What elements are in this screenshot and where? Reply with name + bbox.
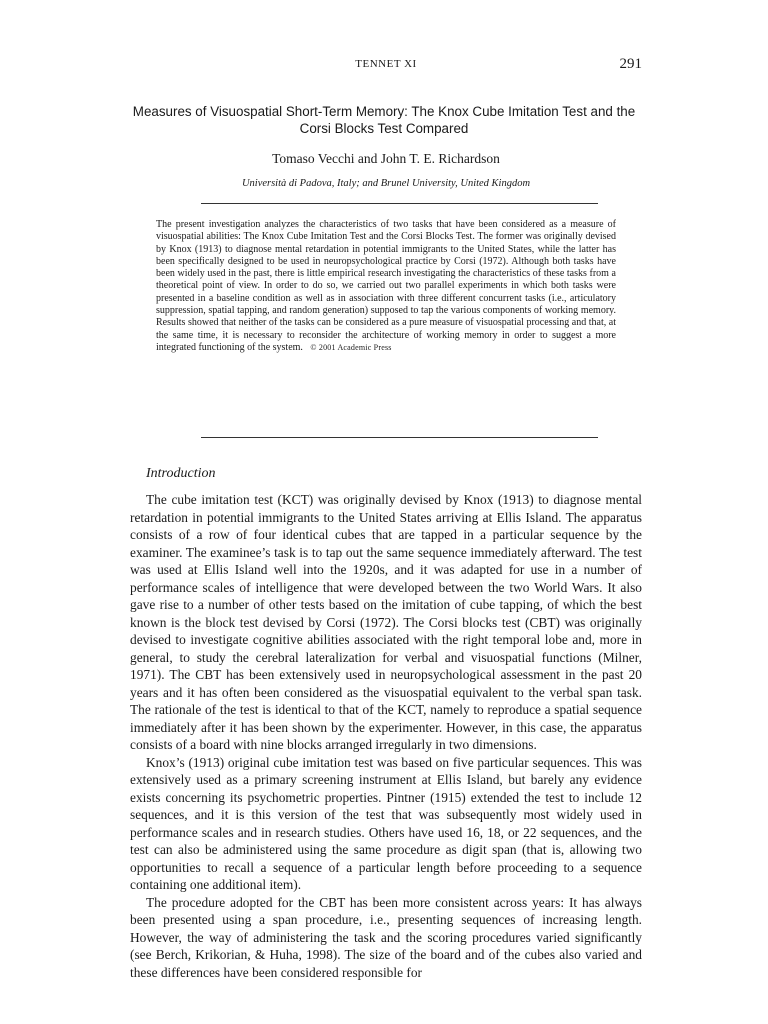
journal-name: TENNET XI [355, 58, 417, 70]
page-number: 291 [619, 56, 642, 72]
body-paragraph: The cube imitation test (KCT) was originally devised by Knox (1913) to diagnose mental retardation in potential immigrants to the United States arriving at Ellis Island. The apparatus consists of a row of four identical cubes that are tapped in a particular sequence by the examiner. The examinee’s task is to tap out the same sequence immediately afterward. The test was used at Ellis Island well into the 1920s, and it was adapted for use in a number of performance scales of intelligence that were developed between the two World Wars. It also gave rise to a number of other tests based on the imitation of cube tapping, of which the best known is the block test devised by Corsi (1972). The Corsi blocks test (CBT) was originally devised to investigate cognitive abilities associated with the right temporal lobe and, more in general, to study the cerebral lateralization for verbal and visuospatial functions (Milner, 1971). The CBT has been extensively used in neuropsychological assessment in the past 20 years and it has often been considered as the visuospatial equivalent to the verbal span task. The rationale of the test is identical to that of the KCT, namely to reproduce a spatial sequence immediately after it has been shown by the experimenter. However, in this case, the apparatus consists of a board with nine blocks arranged irregularly in two dimensions. [130, 492, 642, 752]
article-authors: Tomaso Vecchi and John T. E. Richardson [272, 151, 500, 166]
abstract-text: The present investigation analyzes the characteristics of two tasks that have been considered as a measure of visuospatial abilities: The Knox Cube Imitation Test and the Corsi Blocks Test. The former was originally devised by Knox (1913) to diagnose mental retardation in potential immigrants to the United States, while the latter has been specifically designed to be used in neuropsychological practice by Corsi (1972). Although both tasks have been widely used in the past, there is little empirical research investigating the characteristics of these tasks from a theoretical point of view. In order to do so, we carried out two parallel experiments in which both tasks were presented in a baseline condition as well as in association with three different concurrent tasks (i.e., articulatory suppression, spatial tapping, and random generation) supposed to tap the various components of working memory. Results showed that neither of the tasks can be considered as a pure measure of visuospatial processing and that, at the same time, it is necessary to reconsider the architecture of working memory in order to suggest a more integrated functioning of the system. [156, 219, 616, 353]
body-paragraph: The procedure adopted for the CBT has been more consistent across years: It has always been presented using a span procedure, i.e., presenting sequences of increasing length. However, the way of administering the task and the scoring procedures varied significantly (see Berch, Krikorian, & Huha, 1998). The size of the board and of the cubes also varied and these differences have been considered responsible for [130, 894, 642, 980]
author-affiliation: Università di Padova, Italy; and Brunel University, United Kingdom [241, 178, 531, 189]
running-head [130, 56, 642, 76]
abstract [156, 219, 616, 354]
copyright-notice: © 2001 Academic Press [310, 342, 392, 352]
abstract-top-rule [201, 203, 598, 204]
abstract-bottom-rule [201, 437, 598, 438]
body-text [130, 491, 642, 981]
section-heading: Introduction [146, 466, 216, 481]
body-paragraph: Knox’s (1913) original cube imitation test was based on five particular sequences. This was extensively used as a primary screening instrument at Ellis Island, but barely any evidence exists concerning its psychometric properties. Pintner (1915) extended the test to include 12 sequences, and it is this version of the test that was subsequently most widely used in performance scales and in research studies. Others have used 16, 18, or 22 sequences, and the test can also be administered using the same procedure as digit span (that is, allowing two opportunities to recall a sequence of a particular length before proceeding to a sequence containing one additional item). [130, 754, 642, 892]
article-title: Measures of Visuospatial Short-Term Memory: The Knox Cube Imitation Test and the Corsi Blocks Test Compared [132, 104, 636, 136]
